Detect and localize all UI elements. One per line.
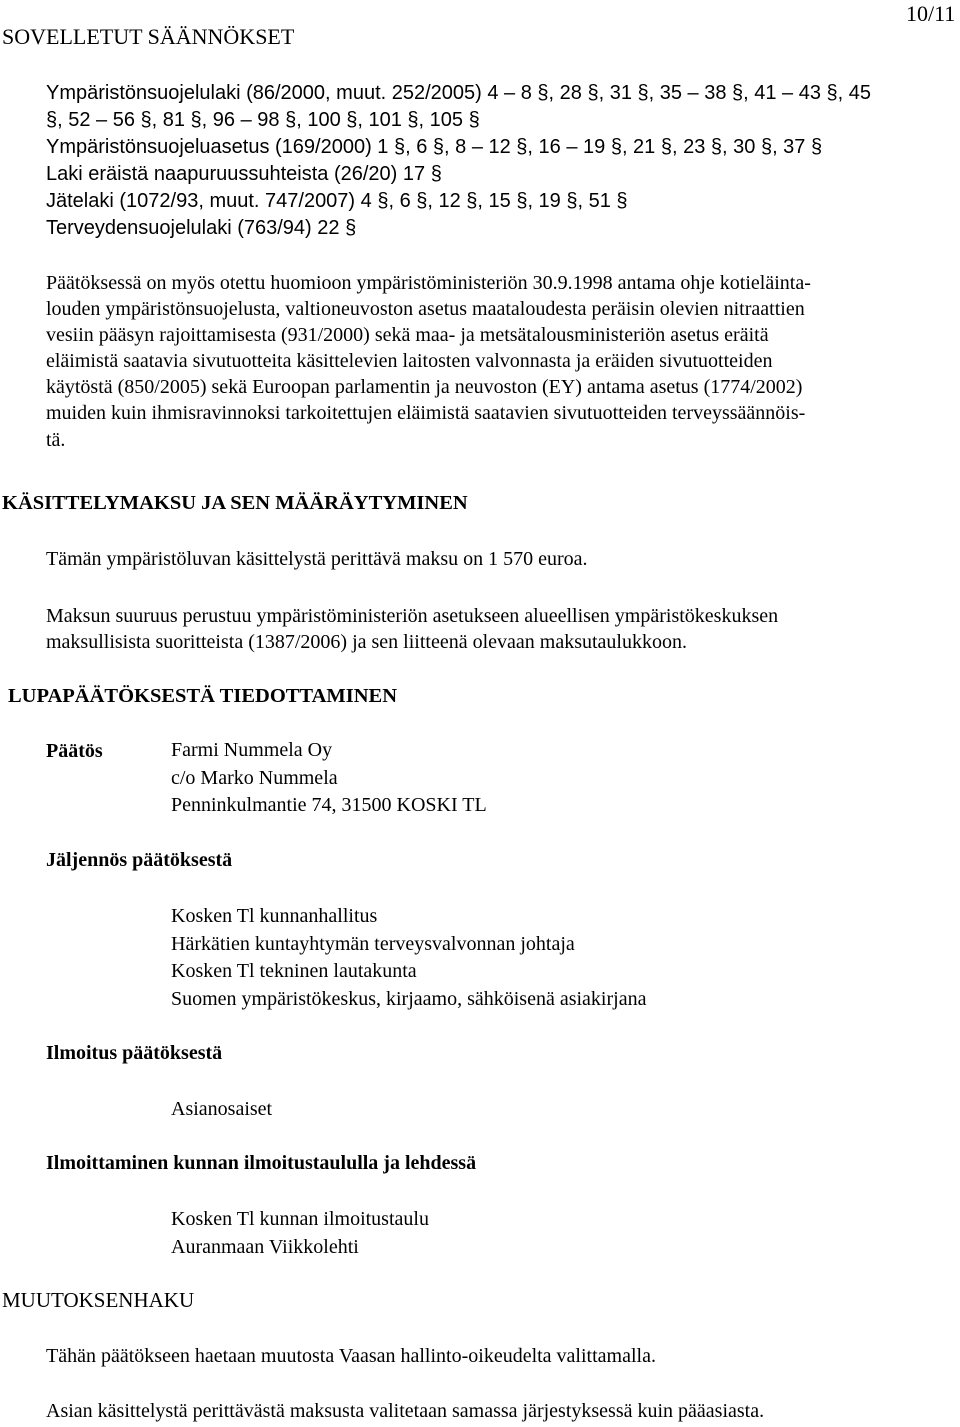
law-line: Ympäristönsuojeluasetus (169/2000) 1 §, 6 §, 8 – 12 §, 16 – 19 §, 21 §, 23 §, 30 §, 37 § xyxy=(46,136,823,158)
section-title-applied-provisions: SOVELLETUT SÄÄNNÖKSET xyxy=(2,24,295,49)
appeal-text: Tähän päätökseen haetaan muutosta Vaasan hallinto-oikeudelta valittamalla. xyxy=(46,1345,656,1367)
law-line: Terveydensuojelulaki (763/94) 22 § xyxy=(46,217,357,239)
fee-heading: KÄSITTELYMAKSU JA SEN MÄÄRÄYTYMINEN xyxy=(2,492,468,514)
appeal-heading: MUUTOKSENHAKU xyxy=(2,1288,195,1312)
recipient-line: Penninkulmantie 74, 31500 KOSKI TL xyxy=(171,794,487,816)
appeal-fee-text: Asian käsittelystä perittävästä maksusta valitetaan samassa järjestyksessä kuin pääasiasta. xyxy=(46,1400,765,1422)
paragraph-line: louden ympäristönsuojelusta, valtioneuvoston asetus maataloudesta peräisin olevien nitraattien xyxy=(46,298,805,321)
paragraph-line: vesiin pääsyn rajoittamisesta (931/2000) sekä maa- ja metsätalousministeriön asetus eräitä xyxy=(46,324,769,347)
law-line: Ympäristönsuojelulaki (86/2000, muut. 252/2005) 4 – 8 §, 28 §, 31 §, 35 – 38 §, 41 – 43 §, 45 xyxy=(46,82,872,104)
paragraph-line: muiden kuin ihmisravinnoksi tarkoitettujen eläimistä saatavien sivutuotteiden terveyssäännöis- xyxy=(46,402,806,425)
paragraph-line: käytöstä (850/2005) sekä Euroopan parlamentin ja neuvoston (EY) antama asetus (1774/2002) xyxy=(46,376,803,399)
recipient-line: Asianosaiset xyxy=(171,1098,273,1120)
paragraph-line: maksullisista suoritteista (1387/2006) ja sen liitteenä olevaan maksutaulukkoon. xyxy=(46,631,687,654)
recipient-line: Suomen ympäristökeskus, kirjaamo, sähköisenä asiakirjana xyxy=(171,987,647,1010)
copy-label: Jäljennös päätöksestä xyxy=(46,849,233,871)
paragraph-line: Maksun suuruus perustuu ympäristöministeriön asetukseen alueellisen ympäristökeskuksen xyxy=(46,605,779,627)
recipient-line: Farmi Nummela Oy xyxy=(171,739,333,761)
fee-basis-paragraph xyxy=(46,603,778,655)
channel-line: Kosken Tl kunnan ilmoitustaulu xyxy=(171,1208,429,1230)
law-line: Jätelaki (1072/93, muut. 747/2007) 4 §, 6 §, 12 §, 15 §, 19 §, 51 § xyxy=(46,190,628,212)
recipient-line: Kosken Tl kunnanhallitus xyxy=(171,905,378,927)
publication-label: Ilmoittaminen kunnan ilmoitustaululla ja lehdessä xyxy=(46,1152,477,1174)
notice-recipients xyxy=(171,1096,272,1124)
publication-channels xyxy=(171,1206,429,1261)
paragraph-line: eläimistä saatavia sivutuotteita käsittelevien laitosten valvonnasta ja eräiden sivutuotteiden xyxy=(46,350,773,373)
copy-recipients xyxy=(171,903,646,1013)
page-number: 10/11 xyxy=(906,1,956,26)
law-line: §, 52 – 56 §, 81 §, 96 – 98 §, 100 §, 101 §, 105 § xyxy=(46,109,480,131)
notification-heading: LUPAPÄÄTÖKSESTÄ TIEDOTTAMINEN xyxy=(8,685,397,707)
notice-label: Ilmoitus päätöksestä xyxy=(46,1042,223,1064)
paragraph-line: tä. xyxy=(46,428,66,451)
recipient-line: Kosken Tl tekninen lautakunta xyxy=(171,960,417,982)
channel-line: Auranmaan Viikkolehti xyxy=(171,1235,359,1258)
recipient-line: Härkätien kuntayhtymän terveysvalvonnan johtaja xyxy=(171,932,575,955)
decision-recipient xyxy=(171,737,487,820)
consideration-paragraph xyxy=(46,270,811,453)
fee-amount-text: Tämän ympäristöluvan käsittelystä perittävä maksu on 1 570 euroa. xyxy=(46,548,588,570)
paragraph-line: Päätöksessä on myös otettu huomioon ympäristöministeriön 30.9.1998 antama ohje kotieläinta- xyxy=(46,272,811,294)
law-line: Laki eräistä naapuruussuhteista (26/20) 17 § xyxy=(46,163,442,185)
decision-label: Päätös xyxy=(46,740,103,762)
recipient-line: c/o Marko Nummela xyxy=(171,766,338,789)
